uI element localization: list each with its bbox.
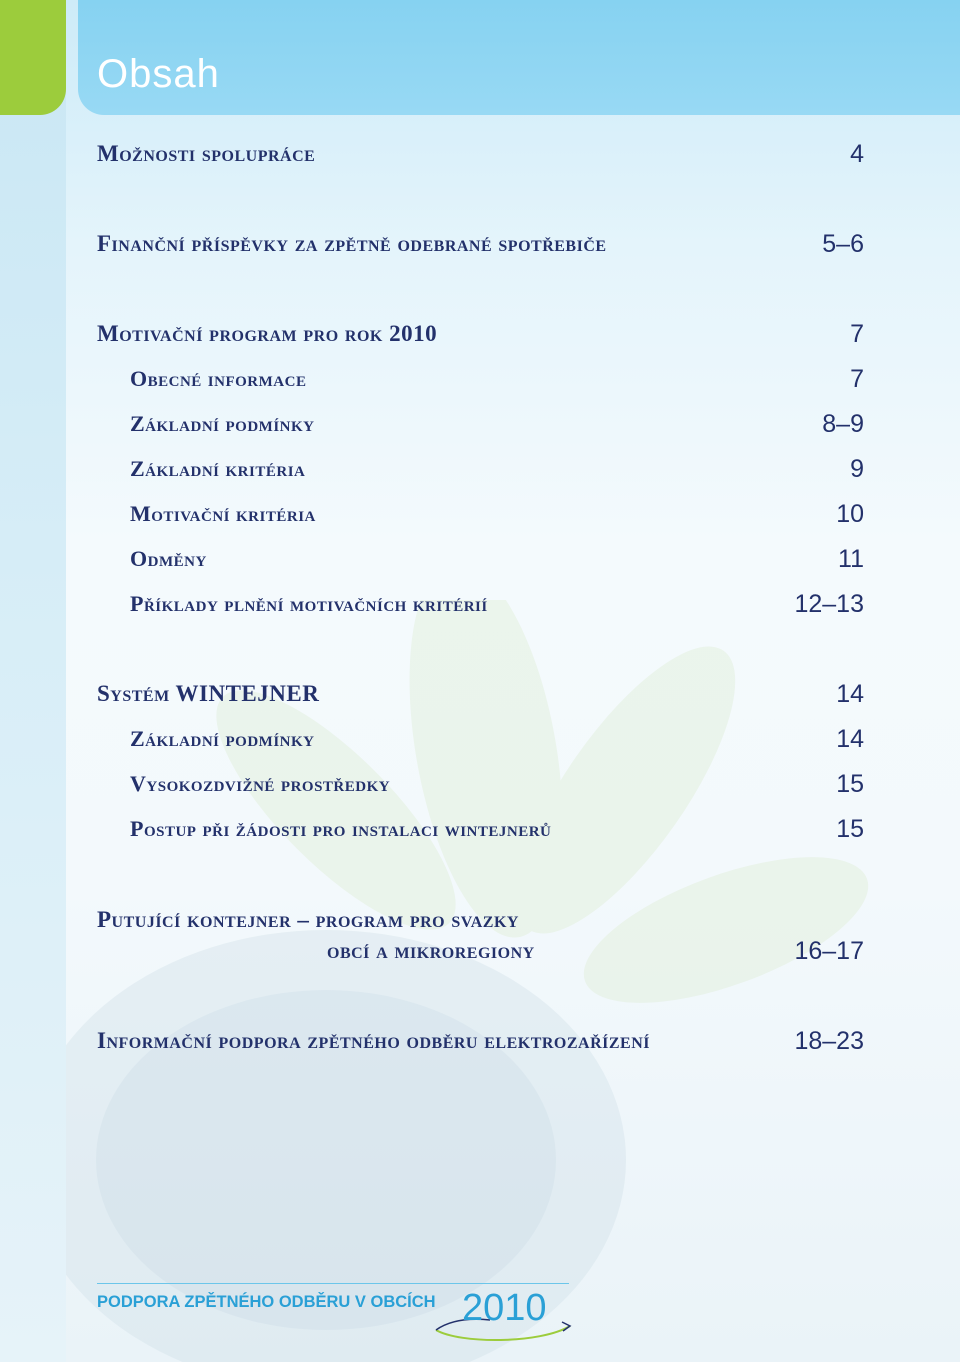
toc-subentry <box>0 408 960 440</box>
toc-label: Motivační kritéria <box>130 501 316 526</box>
toc-page-number: 7 <box>850 320 864 348</box>
toc-page-number: 18–23 <box>794 1027 864 1055</box>
green-tab <box>0 0 66 115</box>
sunflower-watermark <box>66 600 960 1362</box>
toc-label: Informační podpora zpětného odběru elektrozařízení <box>97 1028 650 1053</box>
toc-entry <box>0 678 960 710</box>
footer-divider <box>97 1283 569 1284</box>
toc-page-number: 14 <box>836 725 864 753</box>
toc-page-number: 9 <box>850 455 864 483</box>
toc-label: Základní kritéria <box>130 456 306 481</box>
toc-page-number: 7 <box>850 365 864 393</box>
toc-entry <box>0 1025 960 1057</box>
toc-page-number: 12–13 <box>794 590 864 618</box>
toc-label: Vysokozdvižné prostředky <box>130 771 391 796</box>
toc-label: Příklady plnění motivačních kritérií <box>130 591 488 616</box>
toc-subentry <box>0 768 960 800</box>
toc-entry <box>0 904 960 936</box>
toc-label: Základní podmínky <box>130 411 315 436</box>
footer-year: 2010 <box>462 1287 547 1329</box>
toc-label: Obecné informace <box>130 366 307 391</box>
toc-subentry <box>0 363 960 395</box>
toc-entry <box>0 318 960 350</box>
toc-label: Postup při žádosti pro instalaci wintejnerů <box>130 816 552 841</box>
toc-page-number: 8–9 <box>822 410 864 438</box>
toc-subentry <box>0 543 960 575</box>
toc-label: Základní podmínky <box>130 726 315 751</box>
toc-subentry <box>0 498 960 530</box>
toc-entry-continuation <box>0 935 960 967</box>
toc-page-number: 14 <box>836 680 864 708</box>
toc-label: Systém WINTEJNER <box>97 681 320 706</box>
toc-page-number: 11 <box>838 545 864 573</box>
toc-entry <box>0 138 960 170</box>
toc-subentry <box>0 453 960 485</box>
toc-label: obcí a mikroregiony <box>327 938 535 963</box>
toc-label: Putující kontejner – program pro svazky <box>97 907 519 932</box>
toc-label: Motivační program pro rok 2010 <box>97 321 438 346</box>
toc-subentry <box>0 813 960 845</box>
toc-page-number: 4 <box>850 140 864 168</box>
toc-label: Možnosti spolupráce <box>97 141 316 166</box>
page-title: Obsah <box>97 52 220 96</box>
toc-page-number: 5–6 <box>822 230 864 258</box>
toc-page-number: 10 <box>836 500 864 528</box>
toc-page-number: 16–17 <box>794 937 864 965</box>
toc-subentry <box>0 723 960 755</box>
footer-text: PODPORA ZPĚTNÉHO ODBĚRU V OBCÍCH <box>97 1293 436 1311</box>
toc-page-number: 15 <box>836 815 864 843</box>
toc-label: Odměny <box>130 546 207 571</box>
toc-page-number: 15 <box>836 770 864 798</box>
toc-subentry <box>0 588 960 620</box>
toc-entry <box>0 228 960 260</box>
toc-label: Finanční příspěvky za zpětně odebrané spotřebiče <box>97 231 607 256</box>
